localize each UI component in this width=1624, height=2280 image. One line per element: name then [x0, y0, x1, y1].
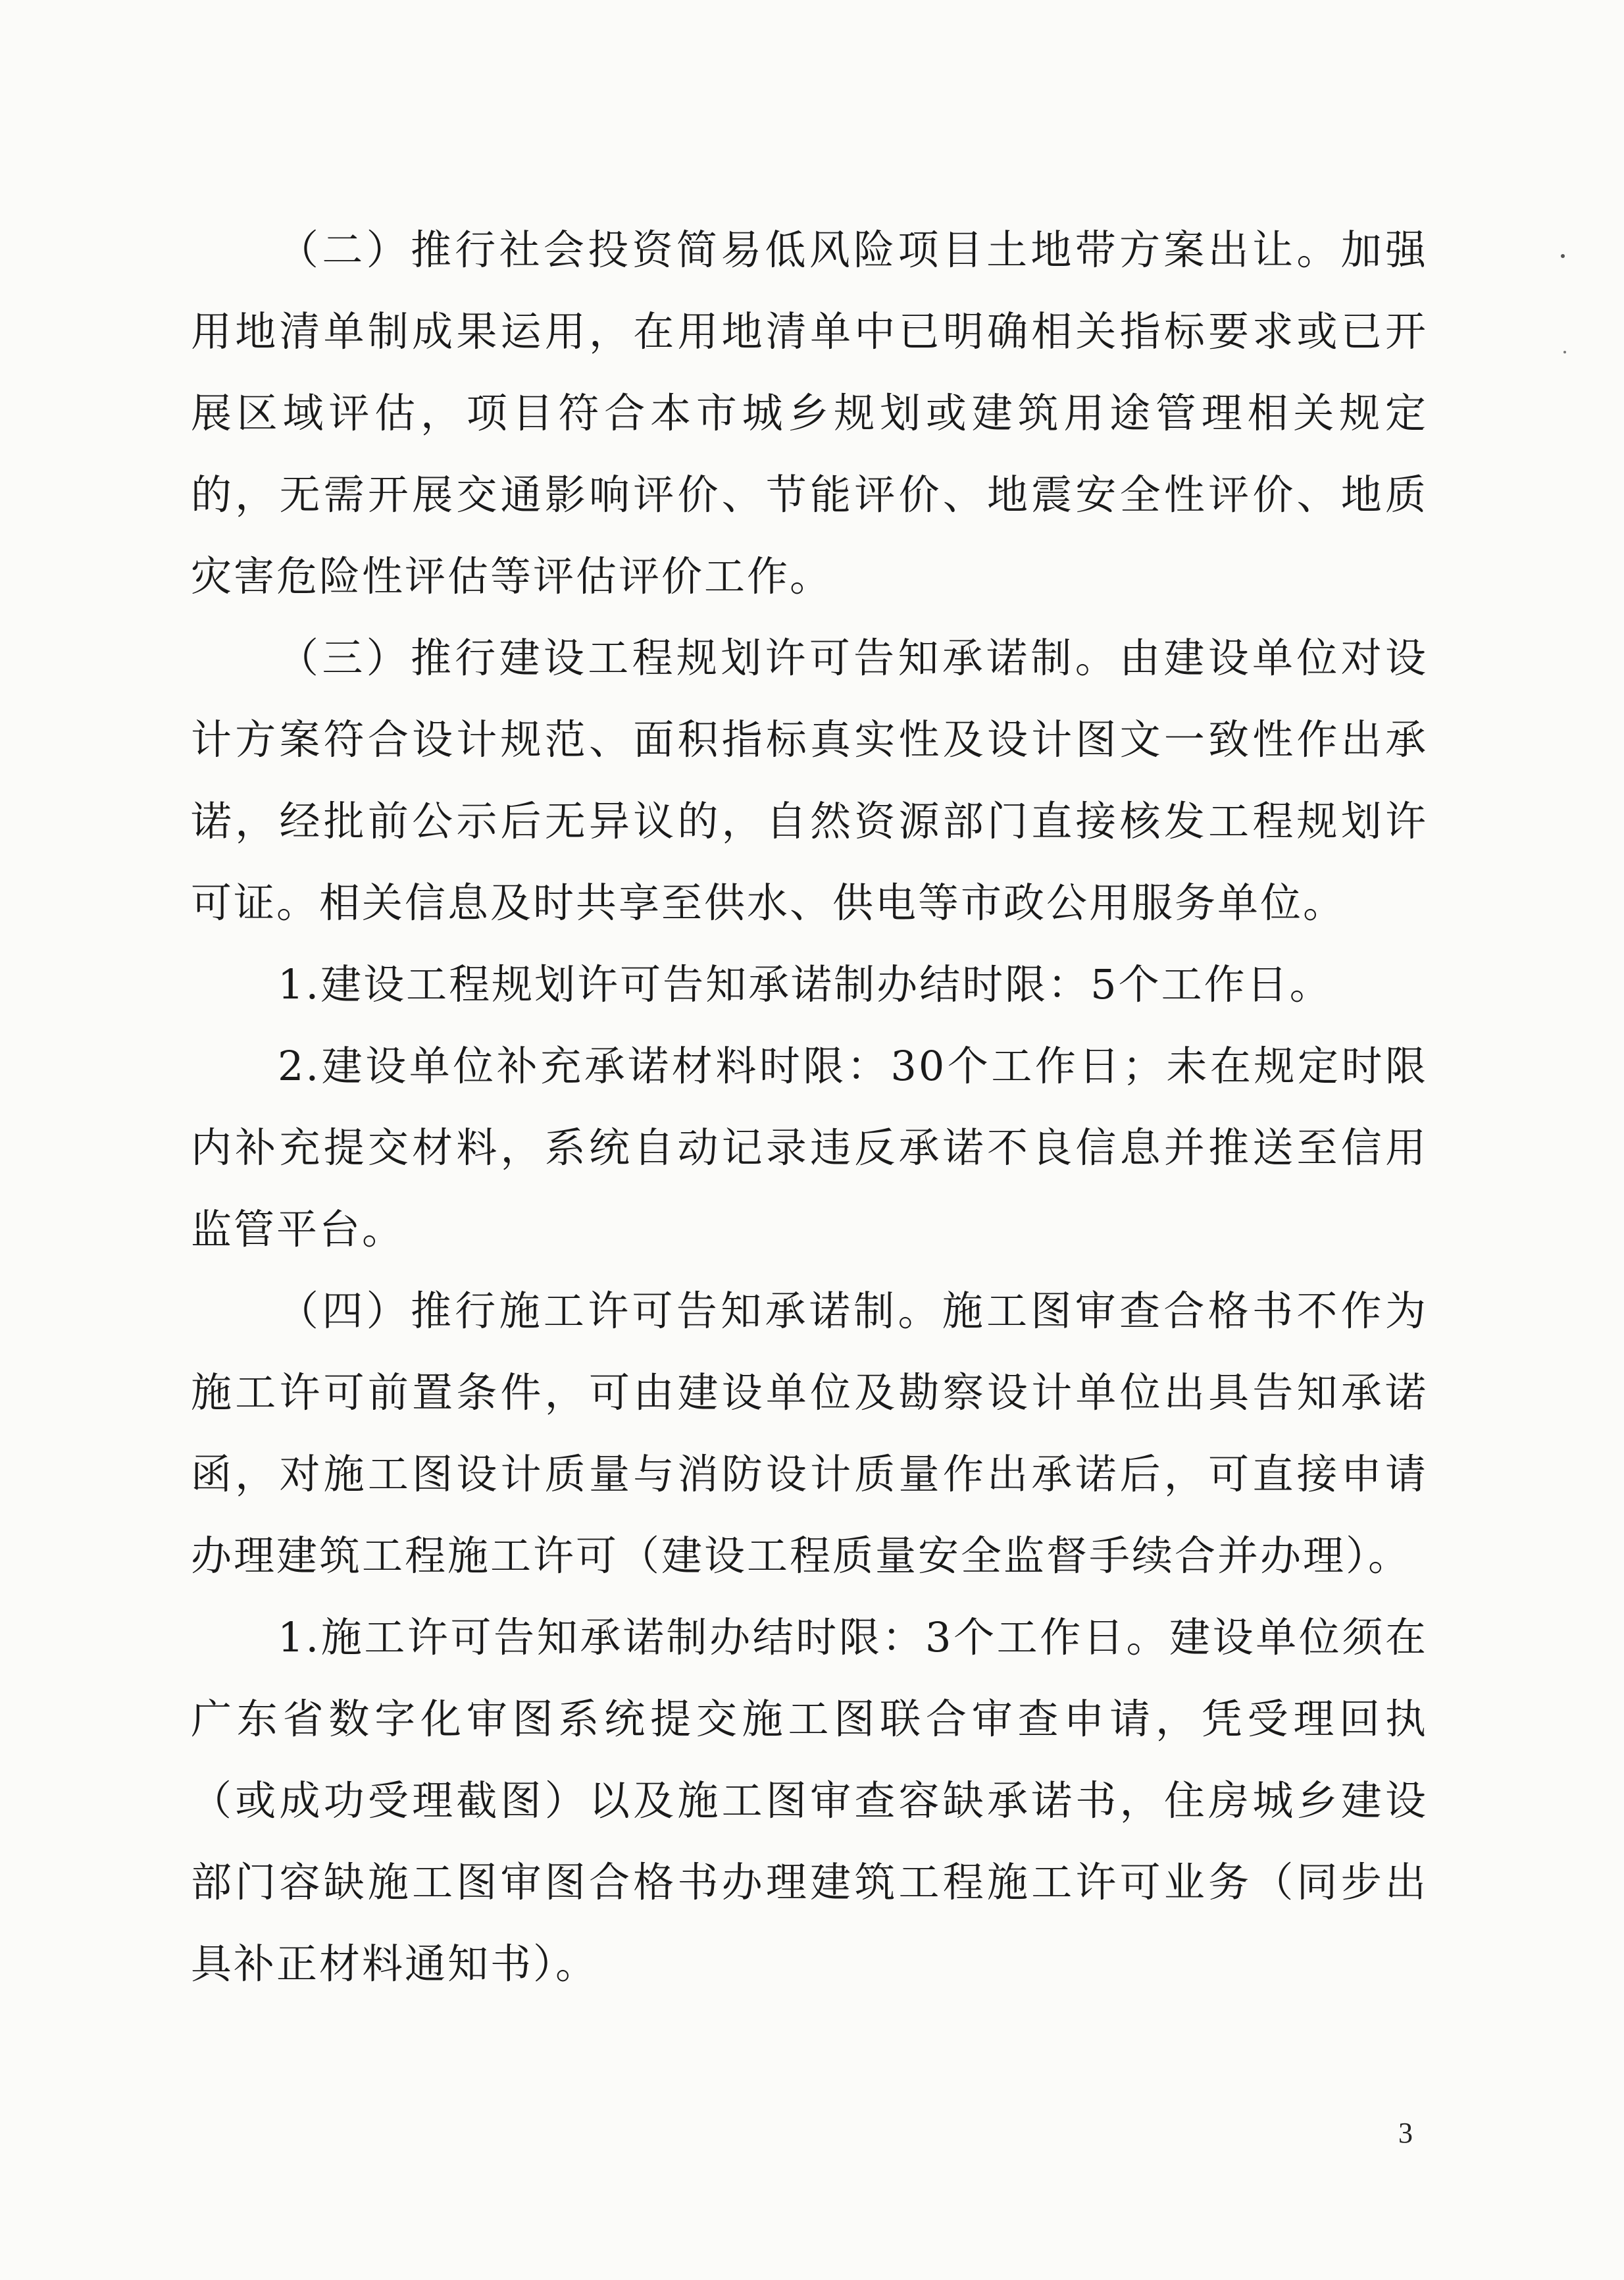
paragraph-construction-time-limit: 1.施工许可告知承诺制办结时限：3个工作日。建设单位须在广东省数字化审图系统提交施工图联合审查申请，凭受理回执（或成功受理截图）以及施工图审查容缺承诺书，住房城乡建设部门容缺施工图审图合格书办理建筑工程施工许可业务（同步出具补正材料通知书）。 — [191, 1613, 1428, 1988]
page-number: 3 — [1398, 2117, 1413, 2149]
paragraph-planning-time-limit: 1.建设工程规划许可告知承诺制办结时限：5个工作日。 — [278, 960, 1332, 1008]
paragraph-land-transfer: （二）推行社会投资简易低风险项目土地带方案出让。加强用地清单制成果运用，在用地清单中已明确相关指标要求或已开展区域评估，项目符合本市城乡规划或建筑用途管理相关规定的，无需开展交通影响评价、节能评价、地震安全性评价、地质灾害危险性评估等评估评价工作。 — [191, 226, 1428, 600]
paragraph-construction-permit: （四）推行施工许可告知承诺制。施工图审查合格书不作为施工许可前置条件，可由建设单位及勘察设计单位出具告知承诺函，对施工图设计质量与消防设计质量作出承诺后，可直接申请办理建筑工程施工许可（建设工程质量安全监督手续合并办理）。 — [191, 1287, 1428, 1580]
paragraph-planning-permit: （三）推行建设工程规划许可告知承诺制。由建设单位对设计方案符合设计规范、面积指标真实性及设计图文一致性作出承诺，经批前公示后无异议的，自然资源部门直接核发工程规划许可证。相关信息及时共享至供水、供电等市政公用服务单位。 — [191, 634, 1428, 927]
document-body — [191, 209, 1428, 2005]
scan-speck — [1563, 351, 1566, 353]
paragraph-supplement-time-limit: 2.建设单位补充承诺材料时限：30个工作日；未在规定时限内补充提交材料，系统自动记录违反承诺不良信息并推送至信用监管平台。 — [191, 1042, 1428, 1253]
scan-speck — [1561, 254, 1565, 258]
